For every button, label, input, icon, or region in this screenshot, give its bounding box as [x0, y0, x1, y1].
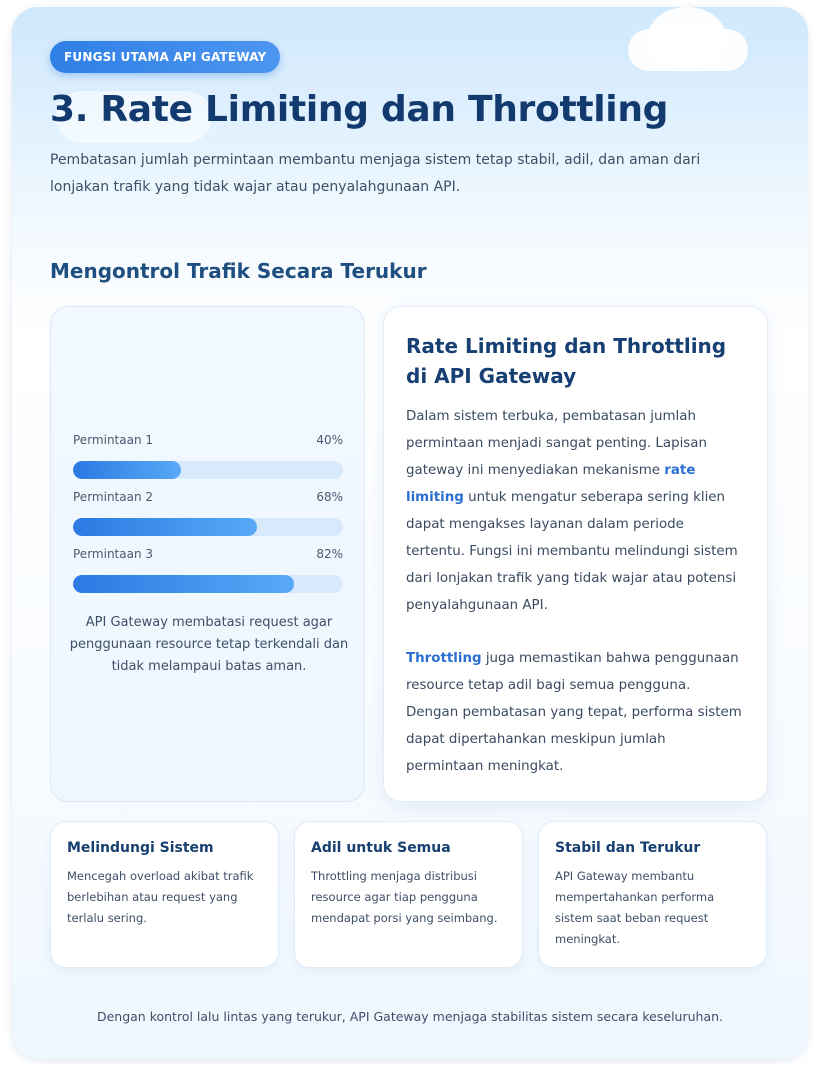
feature-card-text: Mencegah overload akibat trafik berlebihan atau request yang terlalu sering. [67, 869, 254, 925]
usage-bar-label: Permintaan 1 [73, 433, 154, 447]
usage-bar-row [73, 547, 343, 593]
info-paragraph [406, 645, 745, 780]
usage-bar-track [73, 518, 343, 536]
info-text: untuk mengatur seberapa sering klien dapat mengakses layanan dalam periode tertentu. Fungsi ini membantu melindungi sistem dari lonjakan trafik yang tidak wajar atau potensi penyalahgunaan API. [406, 490, 738, 613]
usage-bar-label: Permintaan 3 [73, 547, 154, 561]
feature-card-title: Stabil dan Terukur [555, 840, 701, 856]
bars-caption: API Gateway membatasi request agar penggunaan resource tetap terkendali dan tidak melampaui batas aman. [69, 615, 349, 674]
usage-bar-row [73, 490, 343, 536]
page-title: 3. Rate Limiting dan Throttling [50, 89, 669, 130]
info-paragraph [406, 403, 745, 619]
slide-card [12, 7, 808, 1059]
usage-bar-value: 40% [316, 433, 343, 447]
usage-bar-fill [73, 518, 257, 536]
footer-note: Dengan kontrol lalu lintas yang terukur, API Gateway menjaga stabilitas sistem secara keseluruhan. [96, 1009, 724, 1024]
section-title: Mengontrol Trafik Secara Terukur [50, 259, 427, 283]
info-panel [383, 306, 768, 802]
usage-bar-fill [73, 461, 181, 479]
info-text: juga memastikan bahwa penggunaan resource tetap adil bagi semua pengguna. Dengan pembatasan yang tepat, performa sistem dapat dipertahankan meskipun jumlah permintaan meningkat. [406, 651, 742, 774]
feature-card-text: Throttling menjaga distribusi resource agar tiap pengguna mendapat porsi yang seimbang. [311, 869, 498, 925]
feature-card-title: Adil untuk Semua [311, 840, 451, 856]
feature-card-text: API Gateway membantu mempertahankan performa sistem saat beban request meningkat. [555, 869, 715, 946]
info-title: Rate Limiting dan Throttling di API Gateway [406, 334, 727, 388]
feature-card-title: Melindungi Sistem [67, 840, 214, 856]
throttling-highlight: Throttling [406, 651, 482, 666]
usage-bar-track [73, 575, 343, 593]
feature-card-fair [294, 821, 523, 968]
usage-bar-value: 68% [316, 490, 343, 504]
feature-card-stable [538, 821, 767, 968]
intro-text: Pembatasan jumlah permintaan membantu menjaga sistem tetap stabil, adil, dan aman dari lonjakan trafik yang tidak wajar atau penyalahgunaan API. [50, 152, 701, 195]
usage-bar-label: Permintaan 2 [73, 490, 154, 504]
cloud-decoration [648, 7, 726, 67]
usage-bar-row [73, 433, 343, 479]
usage-bar-value: 82% [316, 547, 343, 561]
usage-bar-fill [73, 575, 294, 593]
rate-limiting-highlight: rate limiting [406, 463, 696, 505]
usage-bars-panel [50, 306, 365, 802]
usage-bar-track [73, 461, 343, 479]
feature-card-protect [50, 821, 279, 968]
section-badge: FUNGSI UTAMA API GATEWAY [50, 41, 280, 73]
info-text: Dalam sistem terbuka, pembatasan jumlah permintaan menjadi sangat penting. Lapisan gateway ini menyediakan mekanisme [406, 409, 707, 478]
